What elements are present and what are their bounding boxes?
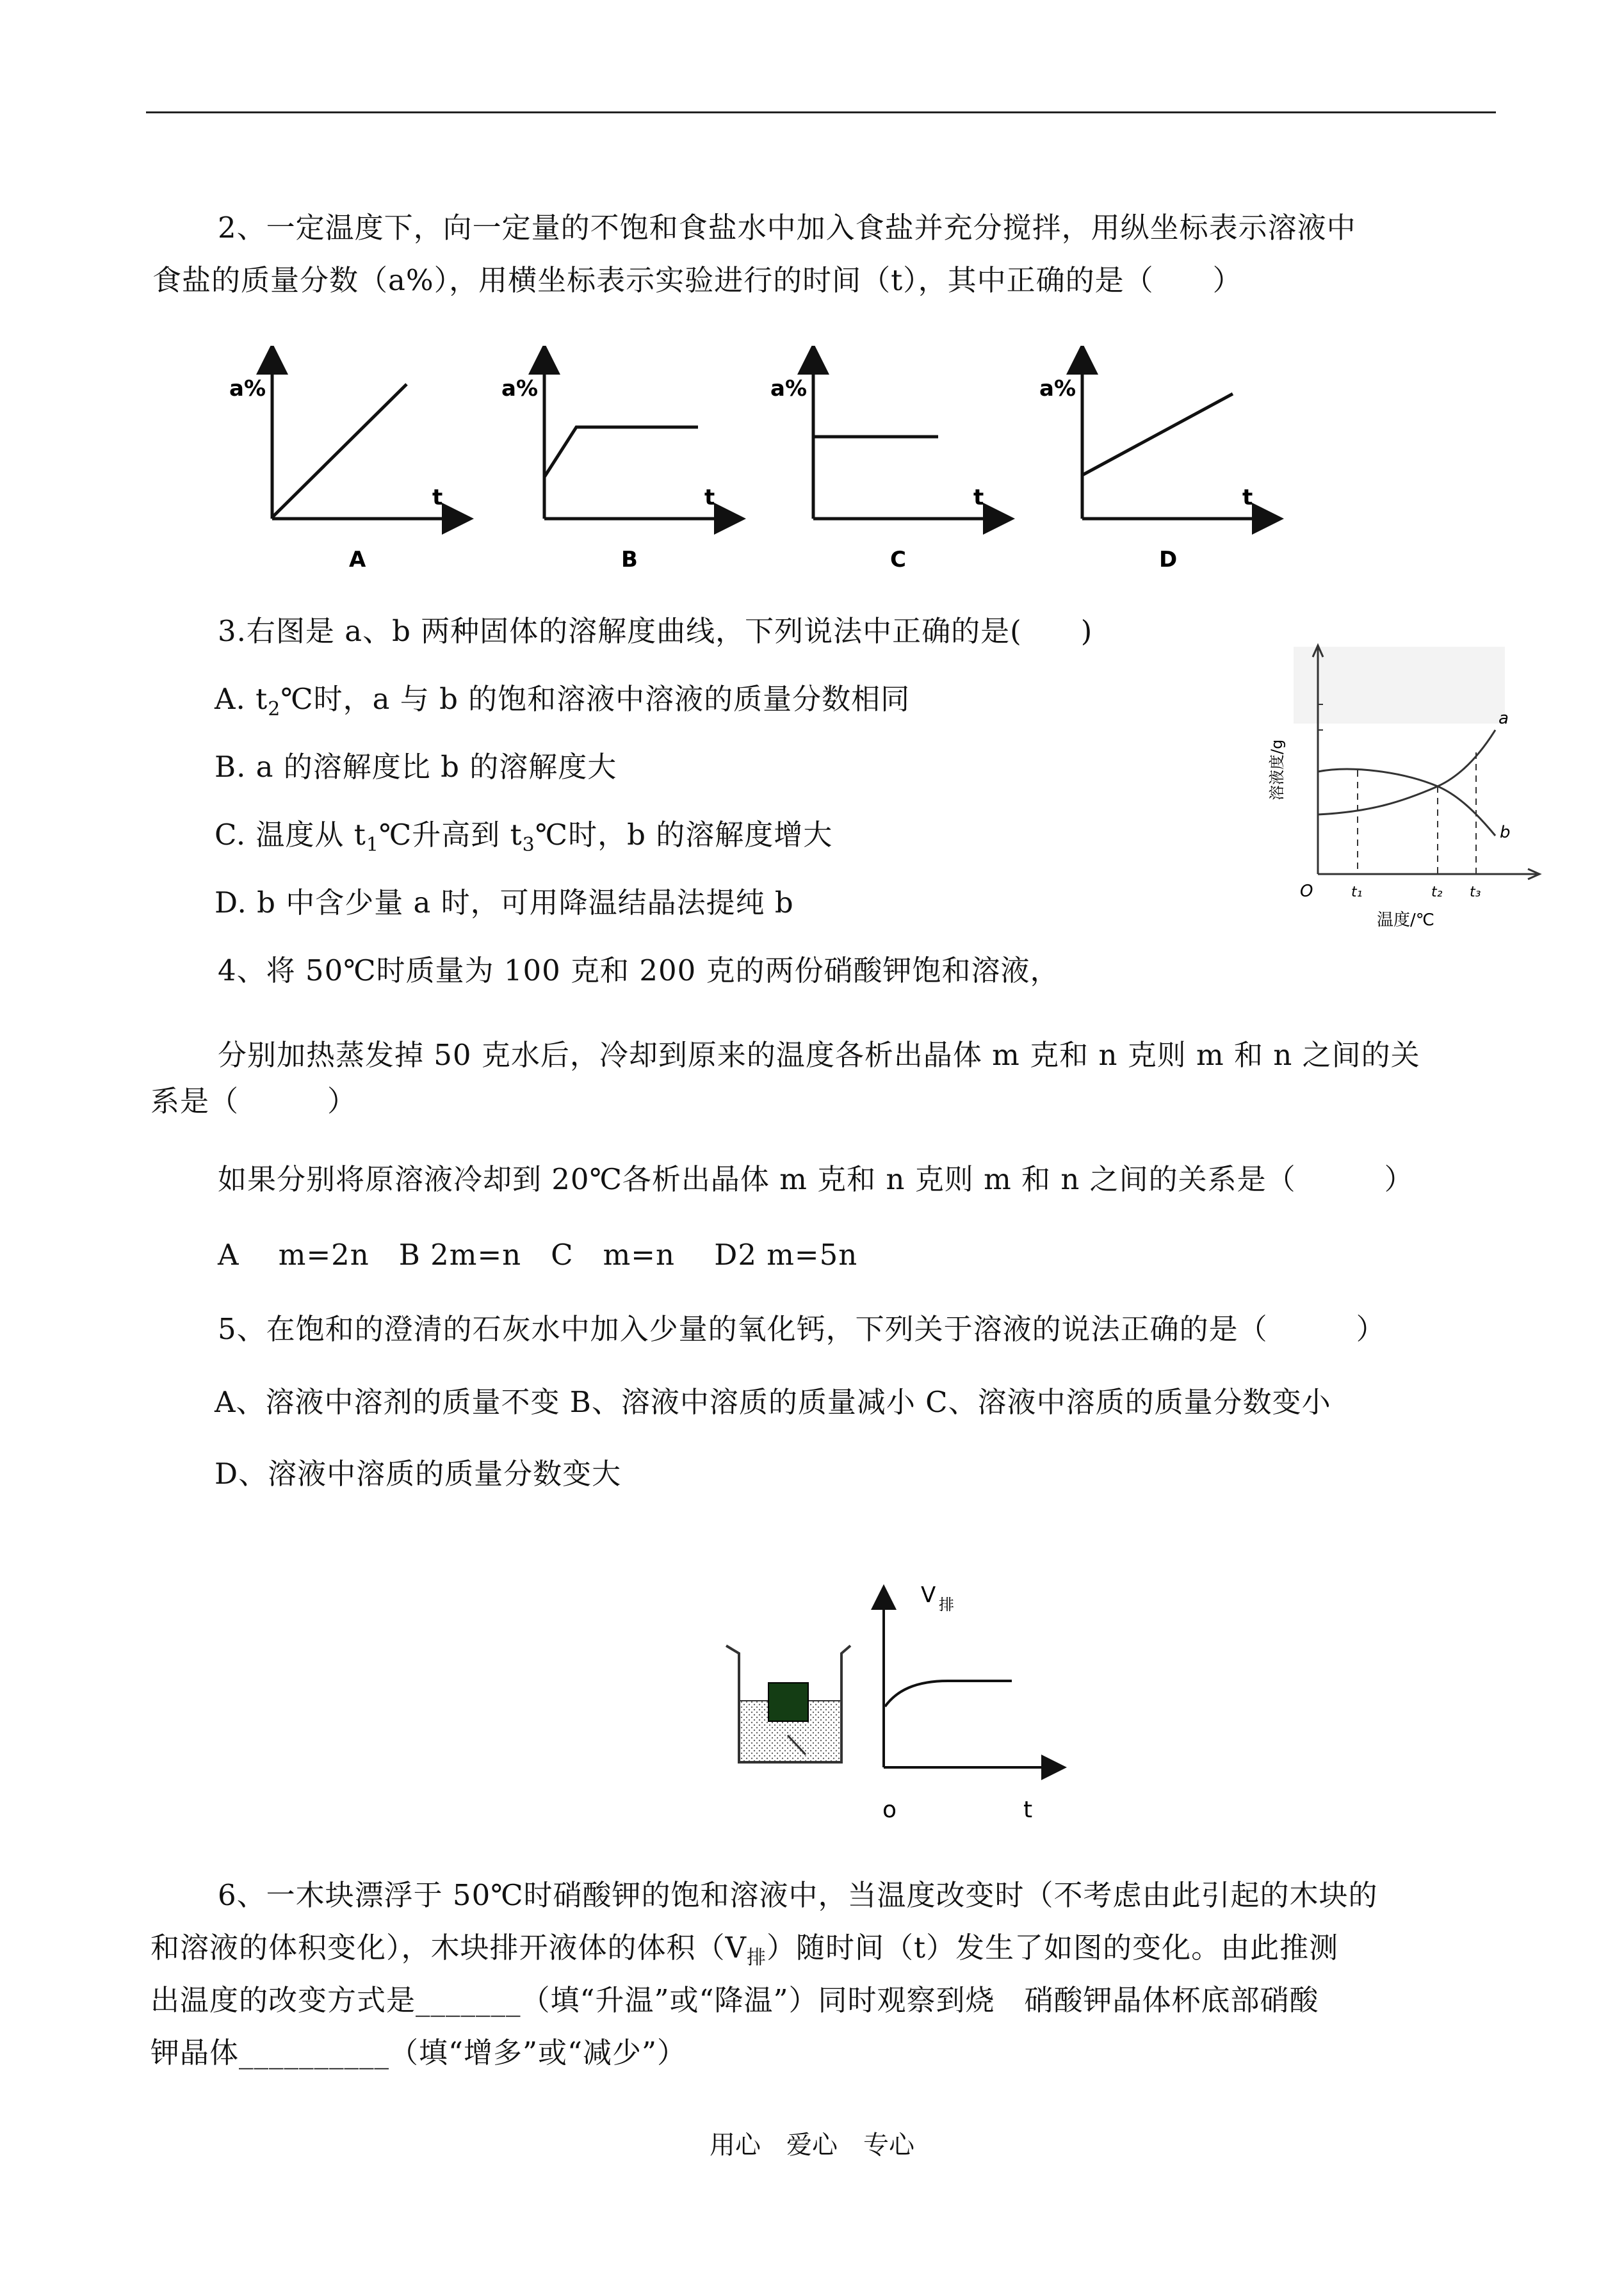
q5-options-abc: A、溶液中溶剂的质量不变 B、溶液中溶质的质量减小 C、溶液中溶质的质量分数变小 (215, 1385, 1331, 1419)
q4-line-1: 4、将 50℃时质量为 100 克和 200 克的两份硝酸钾饱和溶液， (218, 953, 1060, 987)
graph-c-ylabel: a% (770, 376, 808, 401)
t2-label: t₂ (1431, 884, 1443, 900)
q5-option-d: D、溶液中溶质的质量分数变大 (215, 1457, 622, 1491)
t-axis-label: t (1023, 1797, 1033, 1823)
header-rule (146, 111, 1496, 113)
curve-a-label: a (1498, 709, 1509, 728)
t1-label: t₁ (1351, 884, 1363, 900)
graph-a (229, 355, 461, 572)
chart-xlabel: 温度/℃ (1377, 911, 1434, 930)
q3-stem: 3.右图是 a、b 两种固体的溶解度曲线，下列说法中正确的是( ) (218, 614, 1093, 648)
q4-line-3: 系是（ ） (150, 1084, 357, 1118)
graph-b-label: B (621, 547, 638, 572)
graph-b (501, 355, 733, 572)
graph-a-line (272, 384, 407, 517)
graph-c-label: C (890, 547, 906, 572)
q2-graphs (211, 346, 1300, 589)
q3-option-c: C. 温度从 $t_1℃$升高到 $t_3℃$时，b 的溶解度增大 (215, 818, 833, 856)
origin-o-label: o (882, 1797, 897, 1823)
graph-b-ylabel: a% (501, 376, 539, 401)
chart-ylabel: 溶液度/g (1268, 739, 1286, 800)
q4-line-2: 分别加热蒸发掉 50 克水后，冷却到原来的温度各析出晶体 m 克和 n 克则 m 和 n 之间的关 (218, 1038, 1420, 1072)
q4-line-4: 如果分别将原溶液冷却到 20℃各析出晶体 m 克和 n 克则 m 和 n 之间的关系是（ ） (218, 1162, 1414, 1196)
graph-a-xlabel: t (432, 485, 443, 510)
graph-b-line (544, 427, 698, 477)
q6-line-4: 钾晶体__________（填“增多”或“减少”） (150, 2036, 687, 2070)
t3-label: t₃ (1470, 884, 1481, 900)
solubility-chart (1255, 634, 1563, 935)
graph-d (1039, 355, 1271, 572)
graph-c (770, 355, 1002, 572)
graph-a-label: A (349, 547, 366, 572)
curve-b-label: b (1500, 823, 1511, 842)
wood-block (768, 1683, 808, 1721)
graph-d-line (1082, 394, 1233, 475)
footer: 用心 爱心 专心 (710, 2130, 914, 2160)
q5-stem: 5、在饱和的澄清的石灰水中加入少量的氧化钙，下列关于溶液的说法正确的是（ ） (218, 1312, 1386, 1346)
q3-option-a: A. $t_2℃$时，a 与 b 的饱和溶液中溶液的质量分数相同 (215, 682, 911, 720)
curve-a (1318, 730, 1495, 815)
q3-option-d: D. b 中含少量 a 时，可用降温结晶法提纯 b (215, 886, 794, 920)
q3-option-b: B. a 的溶解度比 b 的溶解度大 (215, 750, 617, 784)
curve-b (1318, 769, 1495, 836)
graph-d-label: D (1159, 547, 1178, 572)
v-label: V (921, 1582, 936, 1608)
q2-line-2: 食盐的质量分数（a%），用横坐标表示实验进行的时间（t），其中正确的是（ ） (152, 263, 1242, 297)
graph-d-ylabel: a% (1039, 376, 1076, 401)
graph-c-xlabel: t (973, 485, 984, 510)
graph-d-xlabel: t (1242, 485, 1253, 510)
q6-line-2: 和溶液的体积变化），木块排开液体的体积$(V_排)$随时间（t）发生了如图的变化。由此推测 (150, 1931, 1339, 1969)
q6-line-3: 出温度的改变方式是_______（填“升温”或“降温”）同时观察到烧 硝酸钾晶体杯底部硝酸 (150, 1983, 1319, 2017)
beaker-figure (717, 1575, 1076, 1831)
v-sub-label: 排 (939, 1596, 954, 1614)
q4-options: A m=2n B 2m=n C m=n D2 m=5n (218, 1238, 858, 1272)
origin-label: O (1300, 882, 1313, 901)
q2-line-1: 2、一定温度下，向一定量的不饱和食盐水中加入食盐并充分搅拌，用纵坐标表示溶液中 (218, 211, 1356, 245)
graph-b-xlabel: t (704, 485, 715, 510)
graph-a-ylabel: a% (229, 376, 266, 401)
q6-line-1: 6、一木块漂浮于 50℃时硝酸钾的饱和溶液中，当温度改变时（不考虑由此引起的木块的 (218, 1878, 1378, 1912)
v-curve (885, 1681, 1012, 1707)
